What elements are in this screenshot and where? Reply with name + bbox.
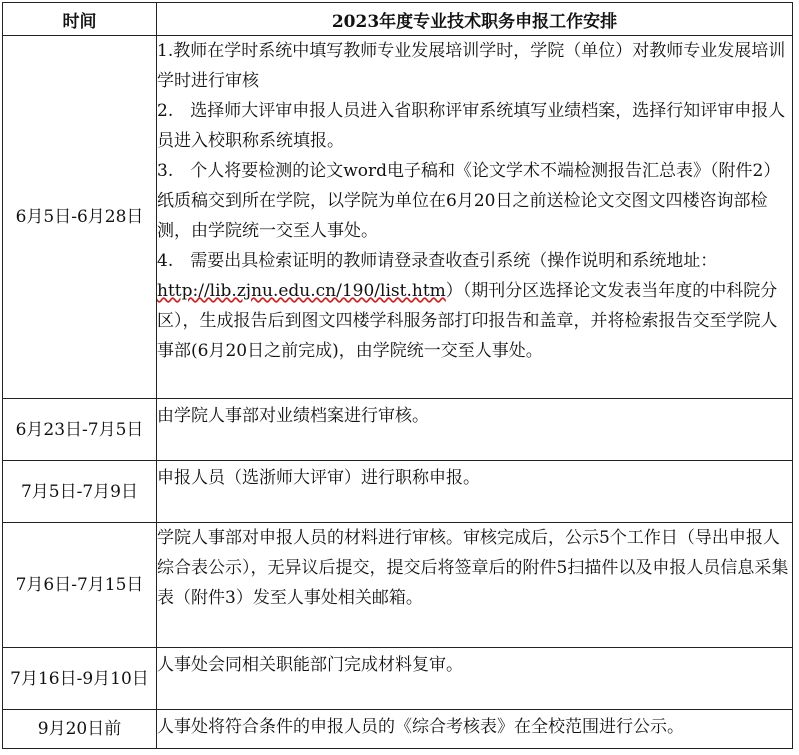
- schedule-table: [2, 2, 793, 749]
- time-cell: 7月16日-9月10日: [3, 648, 157, 710]
- time-cell: 7月6日-7月15日: [3, 523, 157, 648]
- task-item: [157, 246, 792, 366]
- task-cell: 人事处会同相关职能部门完成材料复审。: [157, 648, 793, 710]
- task-cell: 人事处将符合条件的申报人员的《综合考核表》在全校范围进行公示。: [157, 710, 793, 749]
- task-cell: 申报人员（选浙师大评审）进行职称申报。: [157, 461, 793, 523]
- table-row: [3, 36, 793, 399]
- task-item-text: ）（期刊分区选择论文发表当年度的中科院分区），生成报告后到图文四楼学科服务部打印报告和盖章，并将检索报告交至学院人事部(6月20日之前完成)，由学院统一交至人事处。: [157, 281, 778, 361]
- task-item: 2. 选择师大评审申报人员进入省职称评审系统填写业绩档案，选择行知评审申报人员进入校职称系统填报。: [157, 101, 786, 151]
- task-item-text: 4. 需要出具检索证明的教师请登录查收查引系统（操作说明和系统地址：: [157, 251, 718, 271]
- table-row: [3, 461, 793, 523]
- task-cell: 由学院人事部对业绩档案进行审核。: [157, 399, 793, 461]
- time-cell: 6月5日-6月28日: [3, 36, 157, 399]
- time-cell: 7月5日-7月9日: [3, 461, 157, 523]
- system-url-link[interactable]: http://lib.zjnu.edu.cn/190/list.htm: [157, 281, 446, 301]
- table-row: [3, 710, 793, 749]
- table-row: [3, 648, 793, 710]
- header-time: 时间: [3, 3, 157, 36]
- task-item: 3. 个人将要检测的论文word电子稿和《论文学术不端检测报告汇总表》（附件2）纸质稿交到所在学院，以学院为单位在6月20日之前送检论文交图文四楼咨询部检测，由学院统一交至人事处。: [157, 161, 781, 241]
- header-row: [3, 3, 793, 36]
- header-title: 2023年度专业技术职务申报工作安排: [157, 3, 793, 36]
- time-cell: 6月23日-7月5日: [3, 399, 157, 461]
- time-cell: 9月20日前: [3, 710, 157, 749]
- task-cell: 学院人事部对申报人员的材料进行审核。审核完成后，公示5个工作日（导出申报人综合表公示），无异议后提交，提交后将签章后的附件5扫描件以及申报人员信息采集表（附件3）发至人事处相关邮箱。: [157, 523, 793, 648]
- table-row: [3, 523, 793, 648]
- table-row: [3, 399, 793, 461]
- task-item: 1.教师在学时系统中填写教师专业发展培训学时，学院（单位）对教师专业发展培训学时进行审核: [157, 41, 786, 91]
- task-cell: [157, 36, 793, 399]
